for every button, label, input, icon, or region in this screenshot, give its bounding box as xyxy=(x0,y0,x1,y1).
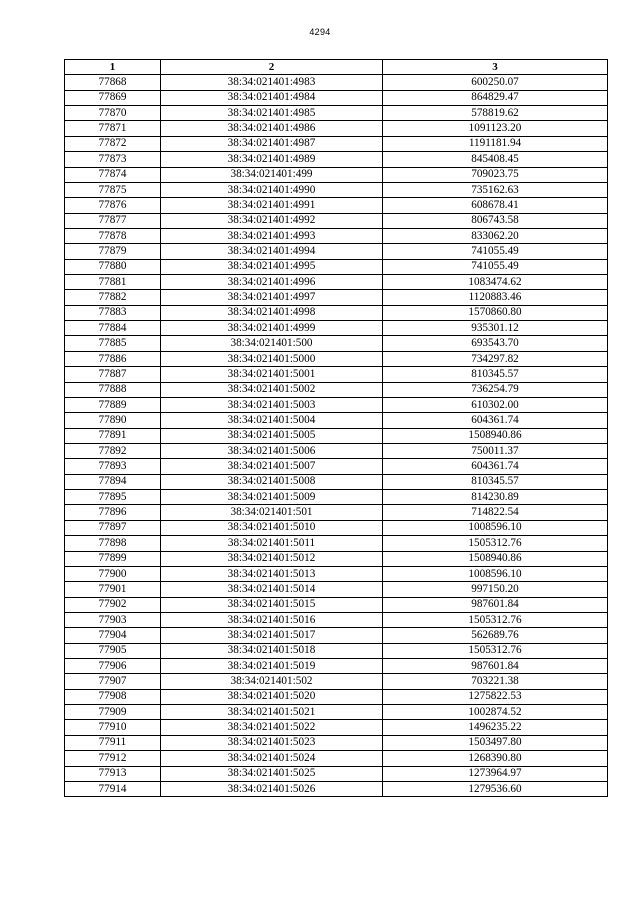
value-cell: 814230.89 xyxy=(383,490,608,505)
row-number-cell: 77912 xyxy=(65,751,161,766)
value-cell: 1279536.60 xyxy=(383,781,608,796)
table-row xyxy=(65,674,608,689)
table-row xyxy=(65,597,608,612)
value-cell: 1120883.46 xyxy=(383,290,608,305)
value-cell: 608678.41 xyxy=(383,198,608,213)
row-number-cell: 77908 xyxy=(65,689,161,704)
cadastral-number-cell: 38:34:021401:5019 xyxy=(161,659,383,674)
page-number: 4294 xyxy=(309,27,331,37)
row-number-cell: 77883 xyxy=(65,305,161,320)
registry-table xyxy=(64,59,608,797)
cadastral-number-cell: 38:34:021401:5001 xyxy=(161,367,383,382)
value-cell: 741055.49 xyxy=(383,259,608,274)
cadastral-number-cell: 38:34:021401:5022 xyxy=(161,720,383,735)
row-number-cell: 77879 xyxy=(65,244,161,259)
row-number-cell: 77873 xyxy=(65,152,161,167)
column-header-2: 2 xyxy=(161,60,383,75)
table-row xyxy=(65,612,608,627)
value-cell: 1091123.20 xyxy=(383,121,608,136)
cadastral-number-cell: 38:34:021401:5004 xyxy=(161,413,383,428)
cadastral-number-cell: 38:34:021401:4989 xyxy=(161,152,383,167)
header-row xyxy=(65,60,608,75)
table-row xyxy=(65,720,608,735)
value-cell: 810345.57 xyxy=(383,367,608,382)
value-cell: 1503497.80 xyxy=(383,735,608,750)
row-number-cell: 77875 xyxy=(65,182,161,197)
table-row xyxy=(65,766,608,781)
row-number-cell: 77881 xyxy=(65,275,161,290)
row-number-cell: 77885 xyxy=(65,336,161,351)
value-cell: 610302.00 xyxy=(383,397,608,412)
table-row xyxy=(65,121,608,136)
table-row xyxy=(65,781,608,796)
row-number-cell: 77904 xyxy=(65,628,161,643)
table-row xyxy=(65,382,608,397)
table-row xyxy=(65,689,608,704)
value-cell: 1008596.10 xyxy=(383,520,608,535)
cadastral-number-cell: 38:34:021401:4994 xyxy=(161,244,383,259)
cadastral-number-cell: 38:34:021401:5011 xyxy=(161,536,383,551)
table-row xyxy=(65,751,608,766)
cadastral-number-cell: 38:34:021401:5018 xyxy=(161,643,383,658)
table-row xyxy=(65,136,608,151)
cadastral-number-cell: 38:34:021401:4990 xyxy=(161,182,383,197)
row-number-cell: 77903 xyxy=(65,612,161,627)
cadastral-number-cell: 38:34:021401:5021 xyxy=(161,705,383,720)
cadastral-number-cell: 38:34:021401:5010 xyxy=(161,520,383,535)
cadastral-number-cell: 38:34:021401:4995 xyxy=(161,259,383,274)
cadastral-number-cell: 38:34:021401:4999 xyxy=(161,321,383,336)
row-number-cell: 77894 xyxy=(65,474,161,489)
column-header-1: 1 xyxy=(65,60,161,75)
row-number-cell: 77874 xyxy=(65,167,161,182)
value-cell: 562689.76 xyxy=(383,628,608,643)
value-cell: 1508940.86 xyxy=(383,428,608,443)
cadastral-number-cell: 38:34:021401:5006 xyxy=(161,443,383,458)
row-number-cell: 77880 xyxy=(65,259,161,274)
cadastral-number-cell: 38:34:021401:4985 xyxy=(161,106,383,121)
cadastral-number-cell: 38:34:021401:5014 xyxy=(161,582,383,597)
value-cell: 1275822.53 xyxy=(383,689,608,704)
table-row xyxy=(65,705,608,720)
value-cell: 1002874.52 xyxy=(383,705,608,720)
row-number-cell: 77872 xyxy=(65,136,161,151)
table-row xyxy=(65,90,608,105)
value-cell: 1191181.94 xyxy=(383,136,608,151)
cadastral-number-cell: 38:34:021401:5024 xyxy=(161,751,383,766)
cadastral-number-cell: 38:34:021401:4987 xyxy=(161,136,383,151)
row-number-cell: 77909 xyxy=(65,705,161,720)
table-row xyxy=(65,443,608,458)
row-number-cell: 77870 xyxy=(65,106,161,121)
table-row xyxy=(65,566,608,581)
value-cell: 1268390.80 xyxy=(383,751,608,766)
row-number-cell: 77886 xyxy=(65,351,161,366)
table-row xyxy=(65,290,608,305)
value-cell: 987601.84 xyxy=(383,659,608,674)
cadastral-number-cell: 38:34:021401:5016 xyxy=(161,612,383,627)
cadastral-number-cell: 38:34:021401:5023 xyxy=(161,735,383,750)
table-row xyxy=(65,167,608,182)
cadastral-number-cell: 38:34:021401:500 xyxy=(161,336,383,351)
cadastral-number-cell: 38:34:021401:4993 xyxy=(161,228,383,243)
cadastral-number-cell: 38:34:021401:4986 xyxy=(161,121,383,136)
table-row xyxy=(65,244,608,259)
value-cell: 703221.38 xyxy=(383,674,608,689)
row-number-cell: 77897 xyxy=(65,520,161,535)
table-row xyxy=(65,505,608,520)
cadastral-number-cell: 38:34:021401:5002 xyxy=(161,382,383,397)
table-row xyxy=(65,305,608,320)
row-number-cell: 77906 xyxy=(65,659,161,674)
row-number-cell: 77895 xyxy=(65,490,161,505)
column-header-3: 3 xyxy=(383,60,608,75)
row-number-cell: 77893 xyxy=(65,459,161,474)
value-cell: 714822.54 xyxy=(383,505,608,520)
table-row xyxy=(65,474,608,489)
table-body xyxy=(65,75,608,797)
cadastral-number-cell: 38:34:021401:5012 xyxy=(161,551,383,566)
table-row xyxy=(65,213,608,228)
row-number-cell: 77913 xyxy=(65,766,161,781)
table-row xyxy=(65,259,608,274)
cadastral-number-cell: 38:34:021401:5003 xyxy=(161,397,383,412)
row-number-cell: 77898 xyxy=(65,536,161,551)
row-number-cell: 77887 xyxy=(65,367,161,382)
row-number-cell: 77905 xyxy=(65,643,161,658)
table-row xyxy=(65,490,608,505)
value-cell: 604361.74 xyxy=(383,459,608,474)
cadastral-number-cell: 38:34:021401:501 xyxy=(161,505,383,520)
row-number-cell: 77914 xyxy=(65,781,161,796)
table-row xyxy=(65,659,608,674)
table-header xyxy=(65,60,608,75)
value-cell: 578819.62 xyxy=(383,106,608,121)
cadastral-number-cell: 38:34:021401:5017 xyxy=(161,628,383,643)
value-cell: 845408.45 xyxy=(383,152,608,167)
cadastral-number-cell: 38:34:021401:5009 xyxy=(161,490,383,505)
value-cell: 864829.47 xyxy=(383,90,608,105)
table-row xyxy=(65,152,608,167)
value-cell: 1505312.76 xyxy=(383,612,608,627)
table-row xyxy=(65,367,608,382)
table-row xyxy=(65,228,608,243)
value-cell: 1083474.62 xyxy=(383,275,608,290)
row-number-cell: 77871 xyxy=(65,121,161,136)
row-number-cell: 77890 xyxy=(65,413,161,428)
row-number-cell: 77911 xyxy=(65,735,161,750)
row-number-cell: 77892 xyxy=(65,443,161,458)
value-cell: 806743.58 xyxy=(383,213,608,228)
table-row xyxy=(65,536,608,551)
cadastral-number-cell: 38:34:021401:5020 xyxy=(161,689,383,704)
cadastral-number-cell: 38:34:021401:5026 xyxy=(161,781,383,796)
row-number-cell: 77899 xyxy=(65,551,161,566)
value-cell: 736254.79 xyxy=(383,382,608,397)
row-number-cell: 77891 xyxy=(65,428,161,443)
value-cell: 709023.75 xyxy=(383,167,608,182)
table-row xyxy=(65,198,608,213)
row-number-cell: 77884 xyxy=(65,321,161,336)
table-row xyxy=(65,182,608,197)
row-number-cell: 77900 xyxy=(65,566,161,581)
row-number-cell: 77869 xyxy=(65,90,161,105)
table-row xyxy=(65,628,608,643)
row-number-cell: 77907 xyxy=(65,674,161,689)
cadastral-number-cell: 38:34:021401:4992 xyxy=(161,213,383,228)
value-cell: 987601.84 xyxy=(383,597,608,612)
table-row xyxy=(65,551,608,566)
cadastral-number-cell: 38:34:021401:5013 xyxy=(161,566,383,581)
value-cell: 1505312.76 xyxy=(383,536,608,551)
cadastral-number-cell: 38:34:021401:5005 xyxy=(161,428,383,443)
table-row xyxy=(65,275,608,290)
table-row xyxy=(65,397,608,412)
value-cell: 1008596.10 xyxy=(383,566,608,581)
value-cell: 600250.07 xyxy=(383,75,608,90)
table-row xyxy=(65,336,608,351)
cadastral-number-cell: 38:34:021401:4991 xyxy=(161,198,383,213)
table-row xyxy=(65,582,608,597)
value-cell: 810345.57 xyxy=(383,474,608,489)
table-row xyxy=(65,106,608,121)
value-cell: 1496235.22 xyxy=(383,720,608,735)
row-number-cell: 77868 xyxy=(65,75,161,90)
cadastral-number-cell: 38:34:021401:4996 xyxy=(161,275,383,290)
row-number-cell: 77901 xyxy=(65,582,161,597)
value-cell: 1505312.76 xyxy=(383,643,608,658)
row-number-cell: 77889 xyxy=(65,397,161,412)
table-row xyxy=(65,643,608,658)
row-number-cell: 77888 xyxy=(65,382,161,397)
cadastral-number-cell: 38:34:021401:502 xyxy=(161,674,383,689)
table-row xyxy=(65,351,608,366)
value-cell: 735162.63 xyxy=(383,182,608,197)
cadastral-number-cell: 38:34:021401:4998 xyxy=(161,305,383,320)
table-row xyxy=(65,75,608,90)
value-cell: 741055.49 xyxy=(383,244,608,259)
row-number-cell: 77896 xyxy=(65,505,161,520)
table-row xyxy=(65,428,608,443)
value-cell: 1273964.97 xyxy=(383,766,608,781)
value-cell: 693543.70 xyxy=(383,336,608,351)
value-cell: 833062.20 xyxy=(383,228,608,243)
value-cell: 604361.74 xyxy=(383,413,608,428)
cadastral-number-cell: 38:34:021401:5007 xyxy=(161,459,383,474)
cadastral-number-cell: 38:34:021401:5000 xyxy=(161,351,383,366)
row-number-cell: 77882 xyxy=(65,290,161,305)
row-number-cell: 77902 xyxy=(65,597,161,612)
cadastral-number-cell: 38:34:021401:5015 xyxy=(161,597,383,612)
row-number-cell: 77877 xyxy=(65,213,161,228)
table-row xyxy=(65,413,608,428)
value-cell: 1508940.86 xyxy=(383,551,608,566)
row-number-cell: 77878 xyxy=(65,228,161,243)
cadastral-number-cell: 38:34:021401:5008 xyxy=(161,474,383,489)
cadastral-number-cell: 38:34:021401:499 xyxy=(161,167,383,182)
table-row xyxy=(65,321,608,336)
cadastral-number-cell: 38:34:021401:4984 xyxy=(161,90,383,105)
value-cell: 997150.20 xyxy=(383,582,608,597)
value-cell: 935301.12 xyxy=(383,321,608,336)
table-row xyxy=(65,735,608,750)
table-row xyxy=(65,520,608,535)
row-number-cell: 77876 xyxy=(65,198,161,213)
value-cell: 750011.37 xyxy=(383,443,608,458)
table-row xyxy=(65,459,608,474)
cadastral-number-cell: 38:34:021401:5025 xyxy=(161,766,383,781)
cadastral-number-cell: 38:34:021401:4983 xyxy=(161,75,383,90)
row-number-cell: 77910 xyxy=(65,720,161,735)
value-cell: 734297.82 xyxy=(383,351,608,366)
value-cell: 1570860.80 xyxy=(383,305,608,320)
cadastral-number-cell: 38:34:021401:4997 xyxy=(161,290,383,305)
